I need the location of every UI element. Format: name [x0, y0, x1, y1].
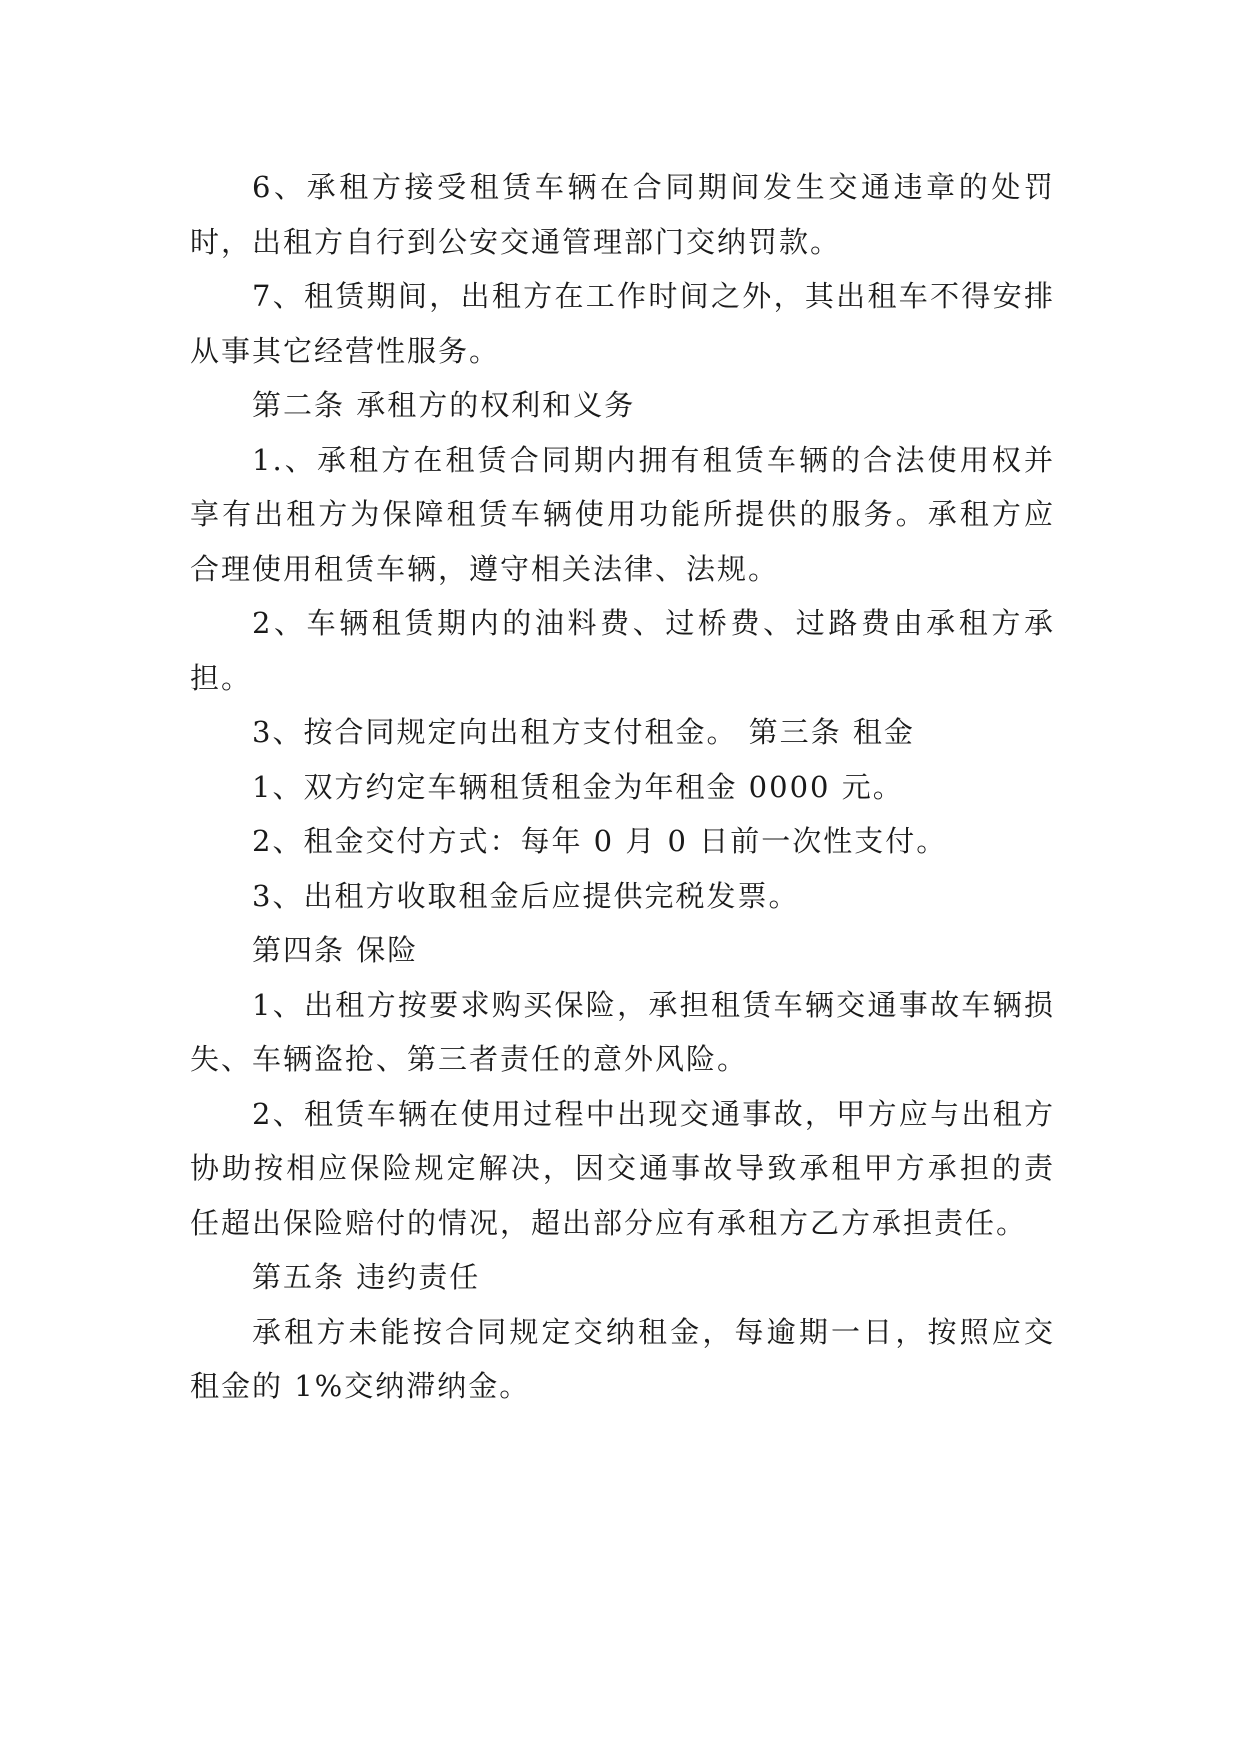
paragraph-article-2-item-1: 1.、承租方在租赁合同期内拥有租赁车辆的合法使用权并享有出租方为保障租赁车辆使用功能所提供的服务。承租方应合理使用租赁车辆，遵守相关法律、法规。: [190, 442, 1055, 586]
paragraph-article-5-text: 承租方未能按合同规定交纳租金，每逾期一日，按照应交租金的 1%交纳滞纳金。: [190, 1314, 1055, 1403]
paragraph-article-3-item-1: 1、双方约定车辆租赁租金为年租金 0000 元。: [252, 769, 904, 804]
paragraph-article-4-item-1: 1、出租方按要求购买保险，承担租赁车辆交通事故车辆损失、车辆盗抢、第三者责任的意外风险。: [190, 987, 1055, 1076]
paragraph-article-3-item-2: 2、租金交付方式：每年 0 月 0 日前一次性支付。: [252, 824, 948, 858]
section-heading-article-4: 第四条 保险: [252, 933, 419, 967]
document-body: [190, 160, 1055, 1414]
section-heading-article-5: 第五条 违约责任: [252, 1260, 481, 1294]
paragraph-clause-6: 6、承租方接受租赁车辆在合同期间发生交通违章的处罚时，出租方自行到公安交通管理部门交纳罚款。: [190, 170, 1055, 259]
paragraph-article-2-item-2: 2、车辆租赁期内的油料费、过桥费、过路费由承租方承担。: [190, 606, 1055, 695]
paragraph-clause-7: 7、租赁期间，出租方在工作时间之外，其出租车不得安排从事其它经营性服务。: [190, 279, 1055, 368]
paragraph-article-4-item-2: 2、租赁车辆在使用过程中出现交通事故，甲方应与出租方协助按相应保险规定解决，因交通事故导致承租甲方承担的责任超出保险赔付的情况，超出部分应有承租方乙方承担责任。: [190, 1096, 1055, 1240]
paragraph-article-3-item-3: 3、出租方收取租金后应提供完税发票。: [252, 878, 800, 913]
section-heading-article-2: 第二条 承租方的权利和义务: [252, 388, 636, 422]
paragraph-article-2-item-3: 3、按合同规定向出租方支付租金。 第三条 租金: [252, 715, 915, 749]
